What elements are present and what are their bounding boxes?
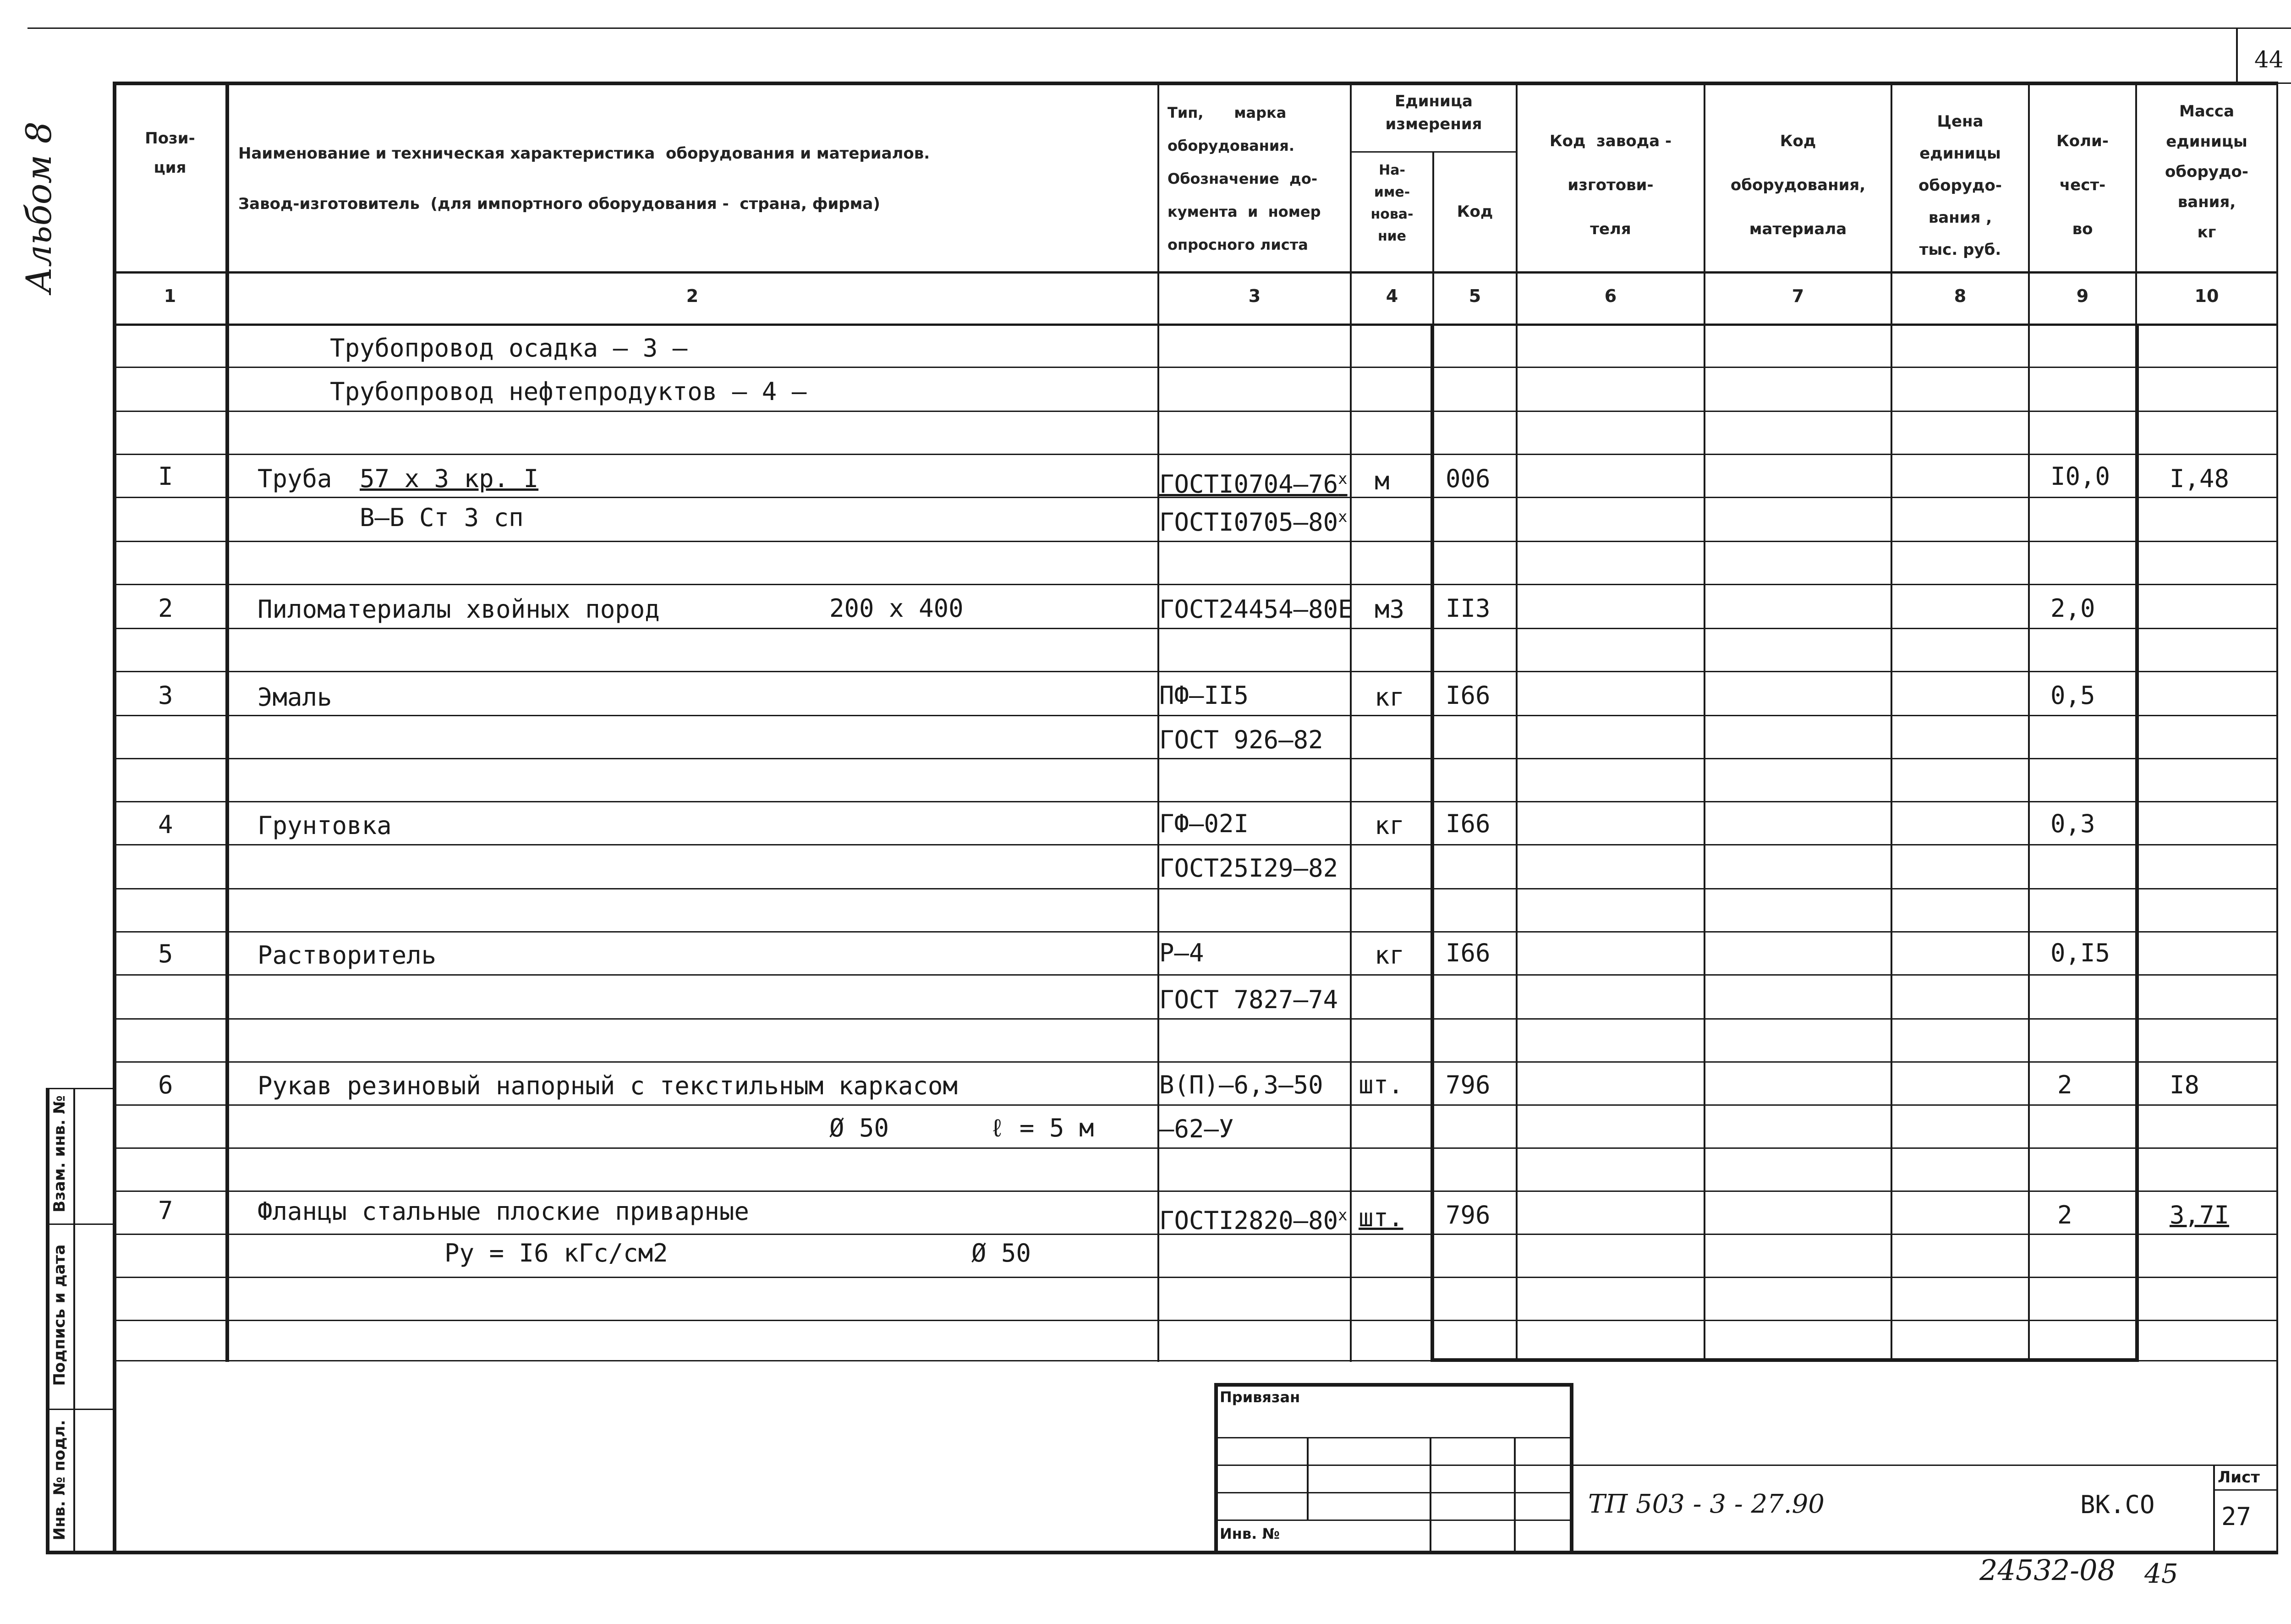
- col-line-h: [1891, 82, 1892, 1362]
- unit-group-line: [1350, 151, 1516, 153]
- bound-box-col: [1430, 1437, 1431, 1551]
- unit-code: I66: [1446, 809, 1491, 838]
- item-size: 200 х 400: [829, 594, 964, 623]
- header-equipment-code: Код оборудования, материала: [1730, 132, 1866, 238]
- col-line-c: [1157, 82, 1159, 1362]
- row-line: [114, 974, 2278, 976]
- bound-box-line: [1214, 1492, 1572, 1493]
- row-line: [114, 628, 2278, 629]
- col-number: 5: [1469, 286, 1481, 306]
- row-line: [114, 541, 2278, 542]
- row-line: [114, 1018, 2278, 1020]
- col-number: 3: [1248, 286, 1261, 306]
- position: I: [158, 462, 173, 491]
- item-name: Грунтовка: [258, 811, 392, 840]
- sheet-box-left: [2213, 1465, 2215, 1553]
- row-line: [114, 1320, 2278, 1321]
- header-unit-code: Код: [1457, 203, 1493, 221]
- top-border: [27, 27, 2291, 29]
- item-name: Пиломатериалы хвойных пород: [258, 595, 660, 624]
- unit-code: 006: [1446, 464, 1491, 493]
- row-line: [114, 584, 2278, 585]
- diameter: Ø 50: [829, 1114, 889, 1142]
- row-line: [114, 1191, 2278, 1192]
- designation: ТП 503 - 3 - 27.90: [1588, 1489, 1825, 1519]
- header-mass: Масса единицы оборудо- вания, кг: [2165, 102, 2248, 241]
- header-quantity: Коли- чест- во: [2056, 132, 2109, 238]
- col-line-f: [1516, 82, 1518, 1362]
- item-size: 57 х 3 кр. I: [360, 464, 539, 493]
- quantity: 2,0: [2050, 594, 2095, 623]
- doc-ref: ГОСТI2820–80$^x$: [1159, 1206, 1348, 1235]
- album-note: Альбом 8: [18, 121, 59, 293]
- side-stamp-line: [46, 1223, 113, 1225]
- doc-ref: ГОСТ 7827–74: [1159, 985, 1338, 1014]
- bound-box-col: [1514, 1437, 1516, 1551]
- position: 7: [158, 1196, 173, 1225]
- bound-box-right: [1570, 1383, 1573, 1553]
- header-price: Цена единицы оборудо- вания , тыс. руб.: [1918, 112, 2002, 259]
- doc-ref: ПФ–II5: [1159, 681, 1249, 710]
- header-factory-code: Код завода - изготови- теля: [1549, 132, 1672, 238]
- doc-ref: ГОСТI0704–76$^x$: [1159, 470, 1348, 499]
- page-number-box-left: [2236, 27, 2238, 82]
- bound-box-line: [1214, 1520, 1572, 1521]
- row-line: [114, 671, 2278, 672]
- unit: кг: [1375, 941, 1405, 970]
- col-line-i: [2028, 82, 2030, 1362]
- header-bottom: [114, 271, 2278, 274]
- doc-ref: Р–4: [1159, 938, 1204, 967]
- doc-ref: В(П)–6,3–50: [1159, 1070, 1323, 1099]
- doc-ref: ГОСТ25I29–82: [1159, 854, 1338, 883]
- col-number: 6: [1604, 286, 1617, 306]
- side-stamp-divider: [73, 1088, 75, 1551]
- unit-code: 796: [1446, 1201, 1491, 1229]
- inventory-label: Инв. №: [1220, 1525, 1280, 1542]
- item-name: Эмаль: [258, 683, 332, 712]
- length: ℓ = 5 м: [990, 1114, 1094, 1142]
- side-stamp-line: [46, 1088, 113, 1089]
- quantity: 2: [2057, 1201, 2072, 1229]
- col-number: 8: [1954, 286, 1967, 306]
- row-line: [114, 758, 2278, 759]
- row-line: [114, 1061, 2278, 1063]
- bound-box-left: [1214, 1383, 1218, 1553]
- header-name: Наименование и техническая характеристика оборудования и материалов. Завод-изготовитель (для импортного оборудования - страна, фирма): [238, 144, 930, 213]
- doc-ref: ГФ–02I: [1159, 809, 1249, 838]
- row-line: [114, 411, 2278, 412]
- side-stamp-original: Инв. № подл.: [50, 1420, 69, 1541]
- side-stamp-signature: Подпись и дата: [50, 1244, 69, 1386]
- footer-archive-number: 24532-08: [1979, 1553, 2116, 1587]
- quantity: I0,0: [2050, 462, 2110, 491]
- bound-box-line: [1214, 1437, 1572, 1438]
- header-unit-name: На- име- нова- ние: [1370, 162, 1414, 244]
- unit: шт.: [1359, 1070, 1403, 1099]
- footer-page: 45: [2144, 1558, 2178, 1589]
- header-position: Пози- ция: [145, 129, 195, 177]
- row-line: [114, 931, 2278, 933]
- side-stamp-replaced: Взам. инв. №: [50, 1095, 69, 1213]
- section-title: Трубопровод осадка – 3 –: [330, 334, 688, 362]
- block-bottom: [1431, 1358, 2138, 1362]
- unit-code: I66: [1446, 681, 1491, 710]
- diameter: Ø 50: [971, 1239, 1031, 1267]
- table-top: [114, 82, 2278, 85]
- col-number: 10: [2194, 286, 2219, 306]
- quantity: 0,I5: [2050, 938, 2110, 967]
- item-grade: В–Б Ст 3 сп: [360, 503, 524, 532]
- bound-box-line: [1214, 1465, 1572, 1466]
- unit: м: [1375, 466, 1390, 495]
- unit: кг: [1375, 683, 1405, 712]
- col-line-d: [1350, 82, 1352, 1362]
- row-line: [114, 801, 2278, 802]
- position: 4: [158, 810, 173, 839]
- pressure: Ру = I6 кГс/см2: [444, 1239, 668, 1267]
- col-number: 4: [1386, 286, 1398, 306]
- position: 6: [158, 1070, 173, 1099]
- unit: м3: [1375, 595, 1405, 624]
- quantity: 0,5: [2050, 681, 2095, 710]
- row-line: [114, 1277, 2278, 1278]
- position: 3: [158, 681, 173, 710]
- row-line: [114, 367, 2278, 368]
- header-unit-group: Единица измерения: [1385, 92, 1482, 133]
- unit: кг: [1375, 811, 1405, 840]
- row-line: [114, 715, 2278, 716]
- unit-code: I66: [1446, 938, 1491, 967]
- designation-top: [1570, 1465, 2278, 1466]
- col-number: 1: [164, 286, 176, 306]
- col-number: 9: [2076, 286, 2089, 306]
- col-number: 7: [1792, 286, 1804, 306]
- section-title: Трубопровод нефтепродуктов – 4 –: [330, 377, 807, 406]
- sheet-label: Лист: [2218, 1468, 2260, 1487]
- doc-ref: ГОСТ24454–80Е: [1159, 595, 1353, 624]
- unit: шт.: [1359, 1203, 1403, 1232]
- doc-ref: ГОСТI0705–80$^x$: [1159, 508, 1348, 537]
- sheet-number: 27: [2221, 1502, 2252, 1531]
- col-line-k: [2276, 82, 2278, 1553]
- item-name: Рукав резиновый напорный с текстильным каркасом: [258, 1071, 958, 1100]
- frame-left-inner: [113, 1088, 116, 1553]
- col-line-b: [225, 82, 229, 1362]
- position: 5: [158, 939, 173, 968]
- bound-box-col: [1307, 1437, 1309, 1520]
- quantity: 2: [2057, 1070, 2072, 1099]
- position: 2: [158, 594, 173, 623]
- mass: 3,7I: [2170, 1201, 2230, 1229]
- bound-box-top: [1214, 1383, 1572, 1387]
- unit-code: 796: [1446, 1070, 1491, 1099]
- row-line: [114, 454, 2278, 455]
- page-number: 44: [2254, 46, 2284, 73]
- col-line-g: [1704, 82, 1705, 1362]
- row-line: [114, 1147, 2278, 1149]
- item-name: Растворитель: [258, 941, 437, 970]
- bound-label: Привязан: [1220, 1388, 1300, 1406]
- col-number: 2: [686, 286, 699, 306]
- quantity: 0,3: [2050, 809, 2095, 838]
- frame-bottom: [46, 1551, 2278, 1554]
- sheet-box-divider: [2213, 1489, 2278, 1491]
- item-name: Труба: [258, 464, 332, 493]
- numbers-bottom: [114, 324, 2278, 326]
- frame-left: [46, 1088, 49, 1553]
- sheet-code: ВК.СО: [2080, 1490, 2155, 1519]
- doc-ref: ГОСТ 926–82: [1159, 725, 1323, 754]
- unit-code: II3: [1446, 594, 1491, 623]
- row-line: [114, 1104, 2278, 1106]
- header-type: Тип, марка оборудования. Обозначение до- кумента и номер опросного листа: [1167, 104, 1321, 253]
- block-left: [1431, 324, 1434, 1362]
- item-name: Фланцы стальные плоские приварные: [258, 1197, 749, 1226]
- block-right: [2135, 324, 2139, 1362]
- row-line: [114, 888, 2278, 889]
- row-line: [114, 844, 2278, 845]
- doc-ref: –62–У: [1159, 1114, 1234, 1143]
- mass: I8: [2170, 1070, 2200, 1099]
- mass: I,48: [2170, 464, 2230, 493]
